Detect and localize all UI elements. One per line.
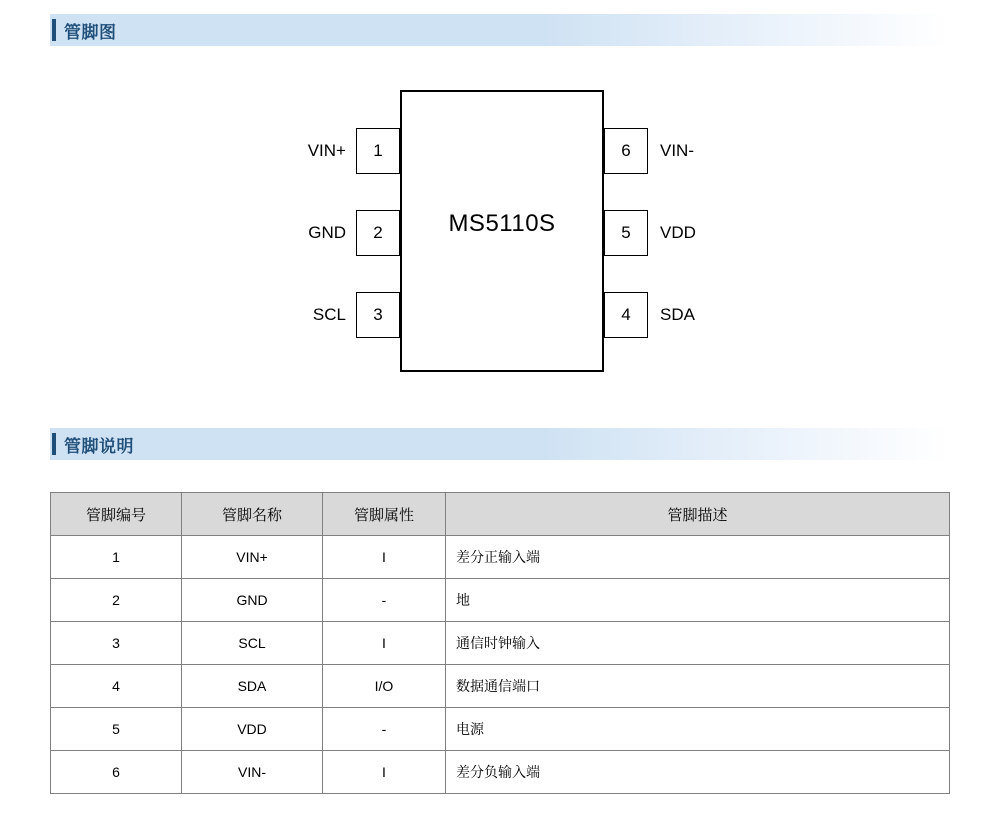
- section-accent-bar: [52, 19, 56, 41]
- cell-pin-attribute: I/O: [323, 665, 446, 708]
- cell-pin-attribute: I: [323, 622, 446, 665]
- cell-pin-description: 差分负输入端: [446, 751, 950, 794]
- cell-pin-number: 1: [51, 536, 182, 579]
- cell-pin-description: 通信时钟输入: [446, 622, 950, 665]
- table-row: [51, 536, 950, 579]
- pin-box-right-4: 4: [604, 292, 648, 338]
- cell-pin-description: 差分正输入端: [446, 536, 950, 579]
- cell-pin-number: 4: [51, 665, 182, 708]
- column-header-pin-number: 管脚编号: [51, 493, 182, 536]
- cell-pin-number: 2: [51, 579, 182, 622]
- pin-label-left-2: GND: [308, 223, 346, 242]
- table-row: [51, 751, 950, 794]
- pin-label-right-5: VDD: [660, 223, 696, 242]
- cell-pin-name: SCL: [182, 622, 323, 665]
- pin-box-left-3: 3: [356, 292, 400, 338]
- table-row: [51, 579, 950, 622]
- cell-pin-name: SDA: [182, 665, 323, 708]
- table-row: [51, 665, 950, 708]
- column-header-pin-name: 管脚名称: [182, 493, 323, 536]
- cell-pin-name: VDD: [182, 708, 323, 751]
- pin-box-left-2: 2: [356, 210, 400, 256]
- cell-pin-attribute: -: [323, 579, 446, 622]
- cell-pin-attribute: I: [323, 536, 446, 579]
- cell-pin-number: 6: [51, 751, 182, 794]
- section-title-pinout: 管脚图: [64, 22, 117, 42]
- cell-pin-name: GND: [182, 579, 323, 622]
- chip-part-number: MS5110S: [448, 210, 556, 237]
- cell-pin-name: VIN-: [182, 751, 323, 794]
- table-row: [51, 622, 950, 665]
- pin-description-table: [50, 492, 950, 794]
- pin-label-right-6: VIN-: [660, 141, 694, 160]
- pin-box-right-5: 5: [604, 210, 648, 256]
- pin-label-left-1: VIN+: [307, 141, 346, 160]
- column-header-pin-description: 管脚描述: [446, 493, 950, 536]
- pinout-diagram: [0, 70, 1001, 400]
- cell-pin-attribute: -: [323, 708, 446, 751]
- column-header-pin-attribute: 管脚属性: [323, 493, 446, 536]
- section-header-pin-description: [50, 428, 950, 460]
- table-row: [51, 708, 950, 751]
- cell-pin-description: 地: [446, 579, 950, 622]
- section-accent-bar: [52, 433, 56, 455]
- cell-pin-number: 3: [51, 622, 182, 665]
- pin-box-left-1: 1: [356, 128, 400, 174]
- section-header-pinout: [50, 14, 950, 46]
- cell-pin-attribute: I: [323, 751, 446, 794]
- pin-label-left-3: SCL: [312, 305, 346, 324]
- cell-pin-description: 电源: [446, 708, 950, 751]
- cell-pin-name: VIN+: [182, 536, 323, 579]
- table-header-row: [51, 493, 950, 536]
- pin-label-right-4: SDA: [660, 305, 695, 324]
- section-title-pin-description: 管脚说明: [64, 436, 134, 456]
- cell-pin-description: 数据通信端口: [446, 665, 950, 708]
- pin-box-right-6: 6: [604, 128, 648, 174]
- cell-pin-number: 5: [51, 708, 182, 751]
